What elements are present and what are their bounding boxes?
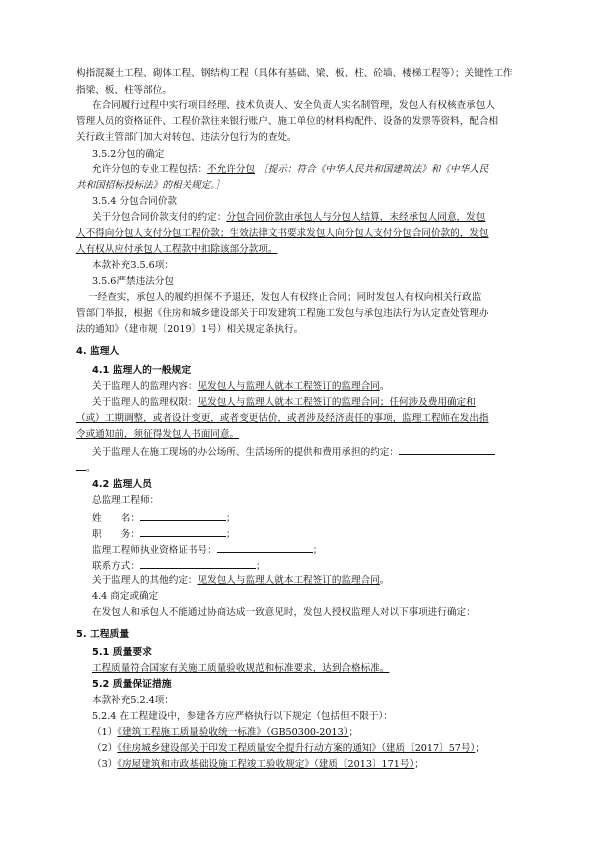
punctuation: 。 [379, 381, 390, 392]
filled-value: 人不得向分包人支付分包工程价款；生效法律文书要求发包人向分包人支付分包合同价款的，发包 [76, 228, 489, 239]
label-text: 关于分包合同价款支付的约定： [92, 212, 227, 223]
label-text: 允许分包的专业工程包括： [92, 164, 208, 175]
certificate-field [92, 542, 322, 556]
punctuation: ； [348, 727, 359, 738]
filled-value: 人有权从应付承包人工程款中扣除该部分款项。 [76, 244, 278, 255]
paragraph-line: 5.2.4 在工程建设中，参建各方应严格执行以下规定（包括但不限于）： [92, 711, 393, 722]
list-number: （1） [92, 727, 118, 738]
blank-field [140, 558, 256, 569]
list-number: （2） [92, 743, 118, 754]
paragraph-line [92, 380, 389, 394]
paragraph-line: 本款补充5.2.4项： [92, 695, 174, 706]
blank-field [76, 460, 86, 471]
hint-text: ［提示：符合《中华人民共和国建筑法》和《中华人民 [258, 164, 489, 175]
punctuation: ； [414, 759, 424, 770]
paragraph-line [92, 396, 476, 410]
punctuation: ； [475, 743, 485, 754]
blank-field [399, 444, 495, 455]
list-item [92, 742, 485, 756]
standard-reference: 《住房城乡建设部关于印发工程质量安全提升行动方案的通知》（建质〔2017〕57号） [117, 743, 476, 754]
section-heading-4-2: 4.2 监理人员 [92, 479, 152, 490]
list-number: （3） [92, 759, 118, 770]
paragraph-line [92, 444, 495, 458]
paragraph-line: 本款补充3.5.6项： [92, 260, 174, 271]
label-text: 关于监理人的监理内容： [92, 381, 198, 392]
field-label: 总监理工程师： [92, 495, 160, 506]
paragraph-line: 构指混凝土工程、砌体工程、钢结构工程（具体有基础、梁、板、柱、砼墙、楼梯工程等）；关键性工作 [76, 68, 513, 79]
section-heading-3-5-6: 3.5.6严禁违法分包 [92, 276, 174, 287]
paragraph-line [92, 574, 389, 588]
punctuation: ； [312, 545, 323, 556]
field-label: 监理工程师执业资格证书号： [92, 545, 217, 556]
section-heading-5-2: 5.2 质量保证措施 [92, 679, 172, 690]
chapter-heading-4: 4. 监理人 [76, 346, 120, 357]
section-heading-3-5-4: 3.5.4 分包合同价款 [92, 196, 178, 207]
blank-field [217, 542, 313, 553]
field-label: 联系方式： [92, 561, 140, 572]
paragraph-line: 一经查实，承包人的履约担保不予退还，发包人有权终止合同；同时发包人有权向相关行政监 [88, 292, 482, 303]
filled-value: 分包合同价款由承包人与分包人结算，未经承包人同意，发包 [226, 212, 486, 223]
paragraph-line: 在发包人和承包人不能通过协商达成一致意见时，发包人授权监理人对以下事项进行确定： [92, 607, 476, 618]
list-item [92, 726, 358, 740]
standard-reference: 《建筑工程施工质量验收统一标准》（GB50300-2013） [117, 727, 349, 738]
paragraph-line: 在合同履行过程中实行项目经理、技术负责人、安全负责人实名制管理，发包人有权核查承包人 [92, 100, 495, 111]
field-label: 职 务： [92, 529, 140, 540]
punctuation: 。 [379, 575, 390, 586]
paragraph-line [92, 211, 485, 225]
standard-reference: 《房屋建筑和市政基础设施工程竣工验收规定》（建质〔2013〕171号） [117, 759, 415, 770]
section-heading-4-1: 4.1 监理人的一般规定 [92, 365, 192, 376]
label-text: 关于监理人在施工现场的办公场所、生活场所的提供和费用承担的约定： [92, 447, 399, 458]
blank-field [140, 526, 226, 537]
paragraph-line: 指梁、板、柱等部位。 [76, 85, 172, 96]
filled-value: 不允许分包 [207, 164, 256, 175]
paragraph-line [76, 460, 96, 474]
filled-value: 见发包人与监理人就本工程签订的监理合同；任何涉及费用确定和 [197, 397, 476, 408]
contact-field [92, 558, 266, 572]
paragraph-line: 法的通知》（建市规〔2019〕1号）相关规定条执行。 [76, 324, 304, 335]
punctuation: ； [255, 561, 266, 572]
position-field [92, 526, 236, 540]
hint-text: 共和国招标投标法》的相关规定。］ [76, 180, 225, 191]
paragraph-line: 关行政主管部门加大对转包、违法分包行为的查处。 [76, 132, 297, 143]
label-text: 关于监理人的监理权限： [92, 397, 198, 408]
punctuation: 。 [86, 463, 96, 474]
list-item [92, 758, 424, 772]
section-heading-3-5-2: 3.5.2分包的确定 [92, 149, 165, 160]
filled-value: 工程质量符合国家有关施工质量验收规范和标准要求，达到合格标准。 [92, 663, 390, 674]
section-heading-5-1: 5.1 质量要求 [92, 647, 152, 658]
filled-value: （或）工期调整，或者设计变更，或者变更估价，或者涉及经济责任的事项，监理工程师在发出指 [76, 413, 489, 424]
punctuation: ； [225, 529, 236, 540]
paragraph-line [92, 163, 488, 177]
chapter-heading-5: 5. 工程质量 [76, 629, 130, 640]
field-label: 姓 名： [92, 513, 140, 524]
filled-value: 令或通知前，须征得发包人书面同意。 [76, 429, 240, 440]
name-field [92, 510, 236, 524]
filled-value: 见发包人与监理人就本工程签订的监理合同 [197, 575, 380, 586]
label-text: 关于监理人的其他约定： [92, 575, 198, 586]
paragraph-line: 管理人员的资格证件、工程价款往来银行账户、施工单位的材料构配件、设备的发票等资料，配合相 [76, 116, 499, 127]
punctuation: ； [225, 513, 236, 524]
blank-field [140, 510, 226, 521]
paragraph-line: 管部门举报，根据《住房和城乡建设部关于印发建筑工程施工发包与承包违法行为认定查处管理办 [76, 308, 489, 319]
filled-value: 见发包人与监理人就本工程签订的监理合同 [197, 381, 380, 392]
section-heading-4-4: 4.4 商定或确定 [92, 591, 159, 602]
